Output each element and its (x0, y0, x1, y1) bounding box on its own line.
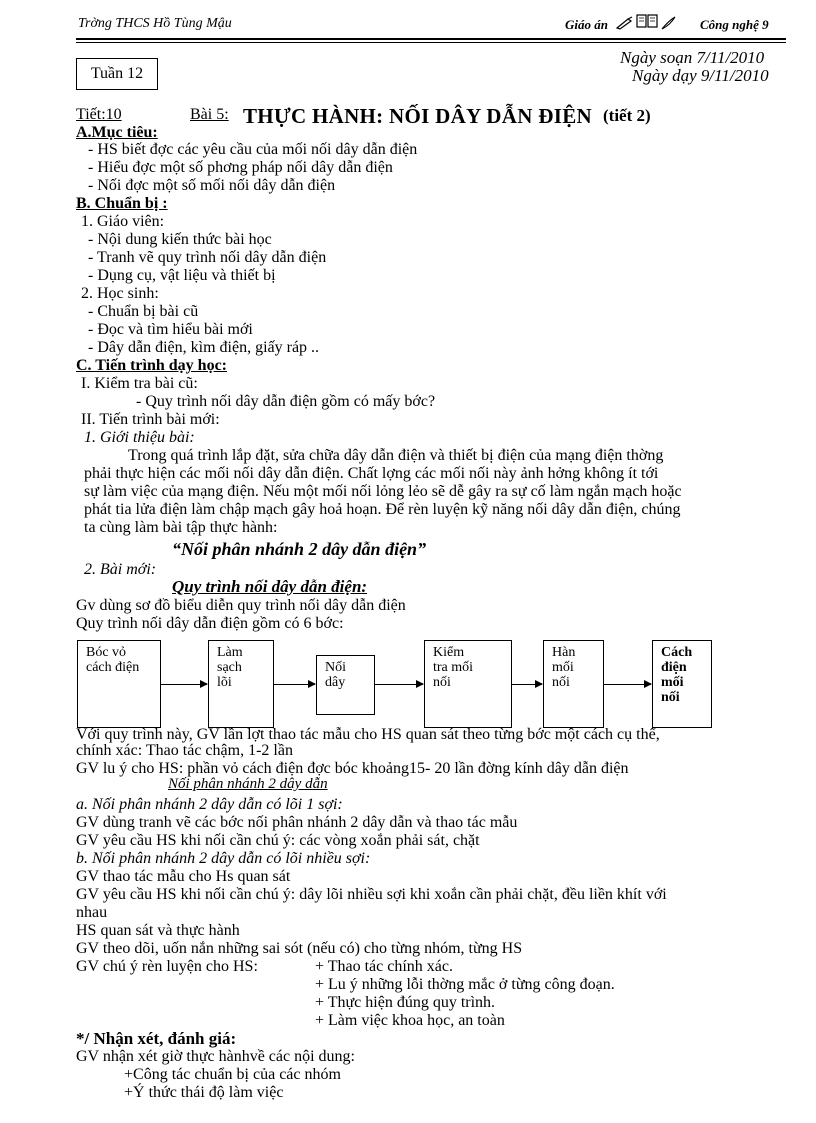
practice-item: + Thực hiện đúng quy trình. (315, 994, 496, 1011)
section-c-heading: C. Tiến trình dạy học: (76, 357, 227, 374)
new-lesson-label: II. Tiến trình bài mới: (81, 411, 220, 428)
quill-icon (660, 16, 676, 35)
evaluation-item: +Ý thức thái độ làm việc (124, 1084, 284, 1101)
section-b-heading: B. Chuẩn bị : (76, 195, 168, 212)
part-a-heading: a. Nối phân nhánh 2 dây dẫn có lõi 1 sợi: (76, 796, 343, 813)
practice-item: + Làm việc khoa học, an toàn (315, 1012, 505, 1029)
arrow-connector (375, 684, 423, 685)
teacher-item: - Tranh vẽ quy trình nối dây dẫn điện (88, 249, 327, 266)
objective-item: - Hiểu đợc một số phơng pháp nối dây dẫn điện (88, 159, 393, 176)
part-b-line: GV yêu cầu HS khi nối cần chú ý: dây lõi nhiều sợi khi xoắn cần phải chặt, đều liền khít với (76, 886, 667, 903)
student-item: - Chuẩn bị bài cũ (88, 303, 199, 320)
lesson-number: Bài 5: (190, 106, 229, 123)
date-taught: Ngày dạy 9/11/2010 (632, 66, 769, 85)
arrow-connector (512, 684, 542, 685)
section-a-heading: A.Mục tiêu: (76, 124, 158, 141)
intro-paragraph-line: phát tia lửa điện làm chập mạch gây hoả hoạn. Để rèn luyện kỹ năng nối dây dẫn điện, chúng (84, 501, 681, 518)
teacher-label: 1. Giáo viên: (81, 213, 165, 230)
review-label: I. Kiểm tra bài cũ: (81, 375, 198, 392)
teacher-item: - Dụng cụ, vật liệu và thiết bị (88, 267, 276, 284)
arrow-connector (161, 684, 207, 685)
step-box: Cách điện mối nối (652, 640, 712, 728)
part-a-line: GV dùng tranh vẽ các bớc nối phân nhánh 2 dây dẫn và thao tác mẫu (76, 814, 518, 831)
pen-icon (616, 16, 634, 35)
practice-item: + Lu ý những lỗi thờng mắc ở từng công đoạn. (315, 976, 615, 993)
step-box: Nối dây (316, 655, 375, 715)
lesson-part: (tiết 2) (603, 106, 651, 125)
header-rule (76, 38, 786, 43)
student-item: - Đọc và tìm hiểu bài mới (88, 321, 253, 338)
new-lesson-sublabel: 2. Bài mới: (84, 561, 157, 578)
objective-item: - HS biết đợc các yêu cầu của mối nối dây dẫn điện (88, 141, 418, 158)
step-box: Bóc vỏ cách điện (77, 640, 161, 728)
lesson-title: THỰC HÀNH: NỐI DÂY DẪN ĐIỆN (243, 104, 592, 128)
step-box: Làm sạch lõi (208, 640, 274, 728)
part-b-line: GV theo dõi, uốn nắn những sai sót (nếu có) cho từng nhóm, từng HS (76, 940, 523, 957)
review-question: - Quy trình nối dây dẫn điện gồm có mấy bớc? (136, 393, 436, 410)
step-box: Kiểm tra mối nối (424, 640, 512, 728)
lesson-period: Tiết:10 (76, 106, 122, 123)
demo-line: chính xác: Thao tác chậm, 1-2 lần (76, 742, 293, 759)
arrow-connector (274, 684, 315, 685)
part-b-line: HS quan sát và thực hành (76, 922, 240, 939)
plan-label: Giáo án (565, 17, 608, 32)
process-intro-line: Gv dùng sơ đồ biểu diễn quy trình nối dây dẫn điện (76, 597, 406, 614)
evaluation-item: +Công tác chuẩn bị của các nhóm (124, 1066, 341, 1083)
subject-label: Công nghệ 9 (700, 17, 769, 32)
arrow-connector (604, 684, 651, 685)
process-intro-line: Quy trình nối dây dẫn điện gồm có 6 bớc: (76, 615, 344, 632)
book-icon (636, 13, 658, 34)
week-box: Tuần 12 (76, 58, 158, 90)
sub-heading: Nối phân nhánh 2 dây dẫn (168, 776, 328, 792)
intro-paragraph-line: phải thực hiện các mối nối dây dẫn điện. Chất lợng các mối nối này ảnh hởng không ít tới (84, 465, 659, 482)
evaluation-heading: */ Nhận xét, đánh giá: (76, 1029, 237, 1048)
part-b-line: GV thao tác mẫu cho Hs quan sát (76, 868, 291, 885)
teacher-item: - Nội dung kiến thức bài học (88, 231, 272, 248)
part-b-heading: b. Nối phân nhánh 2 dây dẫn có lõi nhiều sợi: (76, 850, 371, 867)
intro-paragraph-line: ta cùng làm bài tập thực hành: (84, 519, 278, 536)
evaluation-intro: GV nhận xét giờ thực hànhvề các nội dung: (76, 1048, 355, 1065)
student-label: 2. Học sinh: (81, 285, 159, 302)
part-a-line: GV yêu cầu HS khi nối cần chú ý: các vòng xoắn phải sát, chặt (76, 832, 480, 849)
intro-paragraph-line: Trong quá trình lắp đặt, sửa chữa dây dẫn điện và thiết bị điện của mạng điện thờng (128, 447, 664, 464)
process-heading: Quy trình nối dây dẫn điện: (172, 577, 368, 596)
step-box: Hàn mối nối (543, 640, 604, 728)
demo-line: Với quy trình này, GV lần lợt thao tác mẫu cho HS quan sát theo từng bớc một cách cụ thể, (76, 726, 660, 743)
practice-item: + Thao tác chính xác. (315, 958, 454, 975)
objective-item: - Nối đợc một số mối nối dây dẫn điện (88, 177, 336, 194)
student-item: - Dây dẫn điện, kìm điện, giấy ráp .. (88, 339, 320, 356)
school-name: Trờng THCS Hồ Tùng Mậu (78, 16, 232, 31)
intro-label: 1. Giới thiệu bài: (84, 429, 195, 446)
part-b-line: nhau (76, 904, 108, 921)
practice-label: GV chú ý rèn luyện cho HS: (76, 958, 258, 975)
exercise-title: “Nối phân nhánh 2 dây dẫn điện” (172, 539, 427, 559)
demo-line: GV lu ý cho HS: phần vỏ cách điện đợc bóc khoảng15- 20 lần đờng kính dây dẫn điện (76, 760, 629, 777)
intro-paragraph-line: sự làm việc của mạng điện. Nếu một mối nối lỏng lẻo sẽ dễ gây ra sự cố làm ngắn mạch hoặc (84, 483, 682, 500)
date-prepared: Ngày soạn 7/11/2010 (620, 48, 765, 67)
